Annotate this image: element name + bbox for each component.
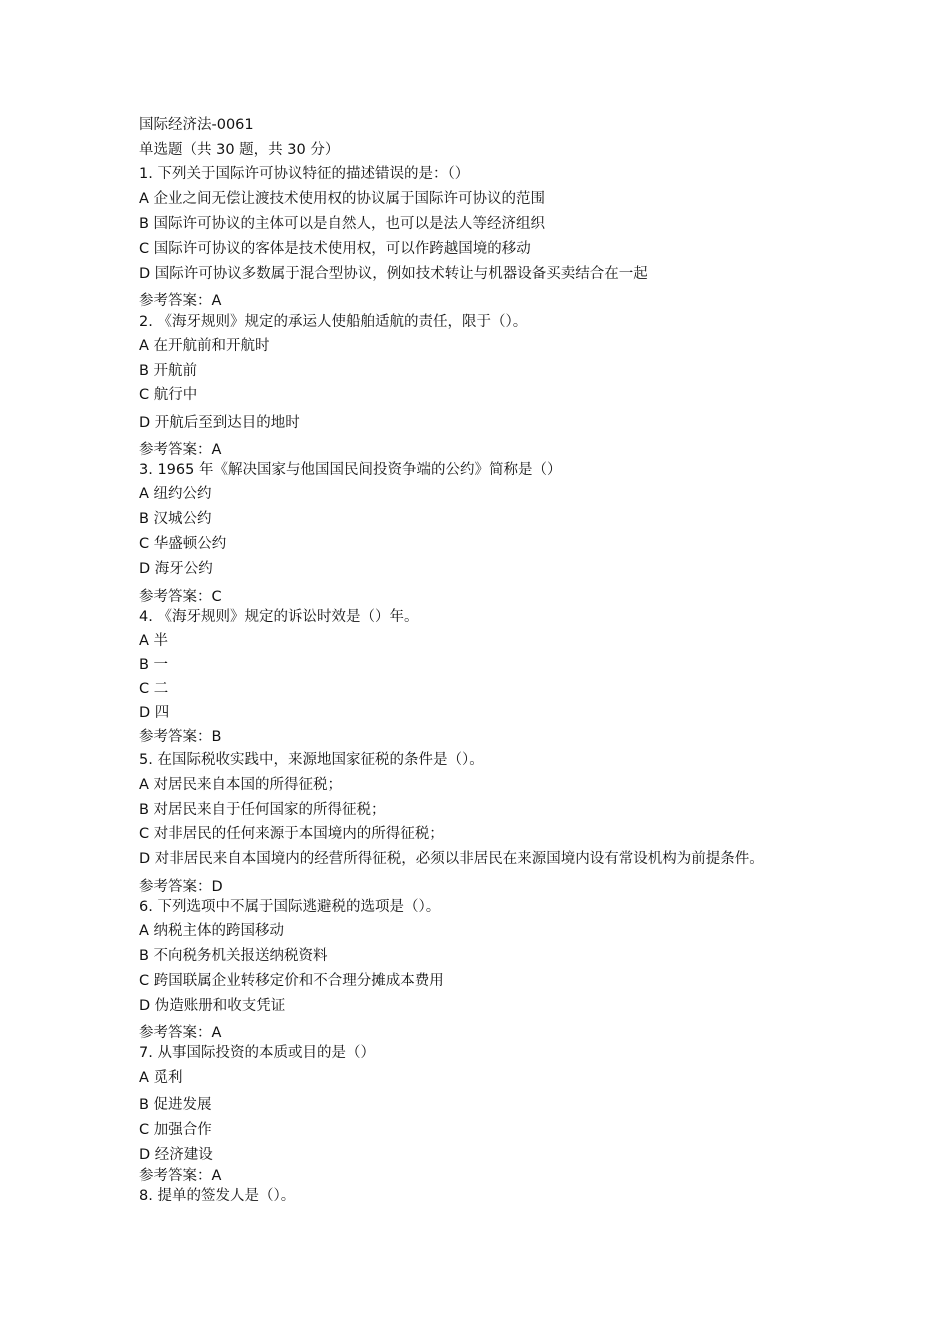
answer-key: 参考答案：A (139, 442, 222, 458)
question-option: C 二 (139, 681, 169, 697)
question-option: A 对居民来自本国的所得征税； (139, 777, 343, 793)
question-option: D 海牙公约 (139, 561, 213, 577)
question-stem: 8. 提单的签发人是（）。 (139, 1188, 296, 1204)
question-option: B 汉城公约 (139, 511, 212, 527)
question-option: A 企业之间无偿让渡技术使用权的协议属于国际许可协议的范围 (139, 191, 546, 207)
section-heading: 单选题（共 30 题，共 30 分） (139, 142, 340, 158)
question-option: A 半 (139, 633, 169, 649)
question-stem: 6. 下列选项中不属于国际逃避税的选项是（）。 (139, 899, 441, 915)
question-option: C 华盛顿公约 (139, 536, 227, 552)
question-option: B 国际许可协议的主体可以是自然人，也可以是法人等经济组织 (139, 216, 546, 232)
answer-key: 参考答案：B (139, 729, 222, 745)
question-option: D 对非居民来自本国境内的经营所得征税，必须以非居民在来源国境内设有常设机构为前提条件。 (139, 851, 764, 867)
question-option: C 跨国联属企业转移定价和不合理分摊成本费用 (139, 973, 444, 989)
question-option: A 纳税主体的跨国移动 (139, 923, 285, 939)
question-stem: 7. 从事国际投资的本质或目的是（） (139, 1045, 375, 1061)
question-stem: 5. 在国际税收实践中，来源地国家征税的条件是（）。 (139, 752, 484, 768)
question-option: A 在开航前和开航时 (139, 338, 270, 354)
question-stem: 4. 《海牙规则》规定的诉讼时效是（）年。 (139, 609, 419, 625)
question-option: D 伪造账册和收支凭证 (139, 998, 286, 1014)
answer-key: 参考答案：A (139, 1025, 222, 1041)
question-option: B 开航前 (139, 363, 198, 379)
question-option: B 不向税务机关报送纳税资料 (139, 948, 328, 964)
question-option: A 觅利 (139, 1070, 183, 1086)
question-option: D 开航后至到达目的地时 (139, 415, 300, 431)
answer-key: 参考答案：D (139, 879, 223, 895)
question-option: D 经济建设 (139, 1147, 213, 1163)
question-stem: 2. 《海牙规则》规定的承运人使船舶适航的责任，限于（）。 (139, 314, 528, 330)
question-stem: 3. 1965 年《解决国家与他国国民间投资争端的公约》简称是（） (139, 462, 562, 478)
question-stem: 1. 下列关于国际许可协议特征的描述错误的是：（） (139, 166, 470, 182)
question-option: C 国际许可协议的客体是技术使用权，可以作跨越国境的移动 (139, 241, 531, 257)
question-option: C 对非居民的任何来源于本国境内的所得征税； (139, 826, 444, 842)
question-option: C 加强合作 (139, 1122, 212, 1138)
answer-key: 参考答案：A (139, 1168, 222, 1184)
answer-key: 参考答案：C (139, 589, 222, 605)
question-option: C 航行中 (139, 387, 198, 403)
question-option: A 纽约公约 (139, 486, 212, 502)
document-title: 国际经济法-0061 (139, 117, 254, 133)
answer-key: 参考答案：A (139, 293, 222, 309)
question-option: B 促进发展 (139, 1097, 212, 1113)
question-option: D 四 (139, 705, 170, 721)
question-option: D 国际许可协议多数属于混合型协议，例如技术转让与机器设备买卖结合在一起 (139, 266, 648, 282)
question-option: B 对居民来自于任何国家的所得征税； (139, 802, 386, 818)
question-option: B 一 (139, 657, 169, 673)
